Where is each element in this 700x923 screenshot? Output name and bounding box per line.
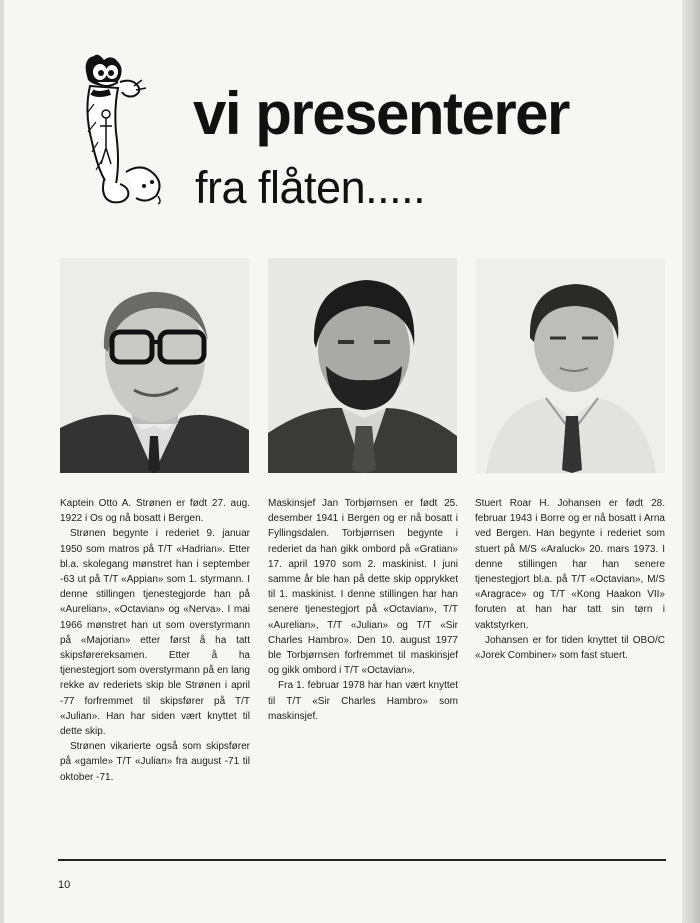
profile-3-paragraph: Johansen er for tiden knyttet til OBO/C «Jorek Combiner» som fast stuert. [475,634,665,662]
profile-1-paragraph: Strønen vikarierte også som skipsfører på «gamle» T/T «Julian» fra august -71 til oktober -71. [60,741,250,783]
profile-1-paragraph: Strønen begynte i rederiet 9. januar 1950 som matros på T/T «Hadrian». Etter bl.a. skolegang mønstret han i september -63 ut på T/T «Appian» som 1. styrmann. I denne stillingen tjenestegjorde han på «Aurelian», «Octavian» og «Nerva». I mai 1966 mønstret han ut som overstyrmann på «Majorian» etter først å ha tatt skipsførereksamen. Etter å ha tjenestegjort som overstyrmann på en lang rekke av rederiets skip ble Strønen i april -77 forfremmet til skipsfører på T/T «Julian». Han har siden vært knyttet til dette skip. [60,528,250,738]
portrait-photo-2 [268,258,457,473]
footer-rule [58,859,666,861]
page-title: vi presenterer [193,80,569,147]
profile-column-2 [268,496,458,724]
page-left-edge [0,0,4,923]
portrait-photo-3 [476,258,665,473]
profile-column-3 [475,496,665,663]
profile-3-paragraph: Stuert Roar H. Johansen er født 28. februar 1943 i Borre og er nå bosatt i Arna ved Bergen. Han begynte i rederiet som stuert på M/S «Araluck» 20. mars 1973. I denne stillingen har han senere tjenestegjort bl.a. på T/T «Octavian», M/S «Aragrace» og T/T «Kong Haakon VII» foruten at han har tatt sin tørn i vaktstyrken. [475,498,665,631]
page-number: 10 [58,879,71,891]
profile-2-paragraph: Maskinsjef Jan Torbjørnsen er født 25. desember 1941 i Bergen og er nå bosatt i Fyllingsdalen. Torbjørnsen begynte i rederiet da han gikk ombord på «Gratian» 17. april 1970 som 2. maskinist. I juni samme år ble han på dette skip opprykket til 1. maskinist. I denne stillingen har han senere tjenestegjort på «Octavian», T/T «Aurelian», T/T «Julian» og T/T «Sir Charles Hambro». Den 10. august 1977 ble Torbjørnsen forfremmet til maskinsjef og gikk ombord i T/T «Octavian». [268,498,458,677]
profile-1-paragraph: Kaptein Otto A. Strønen er født 27. aug. 1922 i Os og nå bosatt i Bergen. [60,498,250,525]
profile-2-paragraph: Fra 1. februar 1978 har han vært knyttet til T/T «Sir Charles Hambro» som maskinsjef. [268,680,458,722]
cartoon-mascot-illustration [76,52,168,212]
portrait-photo-1 [60,258,249,473]
profile-column-1 [60,496,250,785]
page-subtitle: fra flåten..... [195,162,426,213]
page-right-edge [682,0,700,923]
